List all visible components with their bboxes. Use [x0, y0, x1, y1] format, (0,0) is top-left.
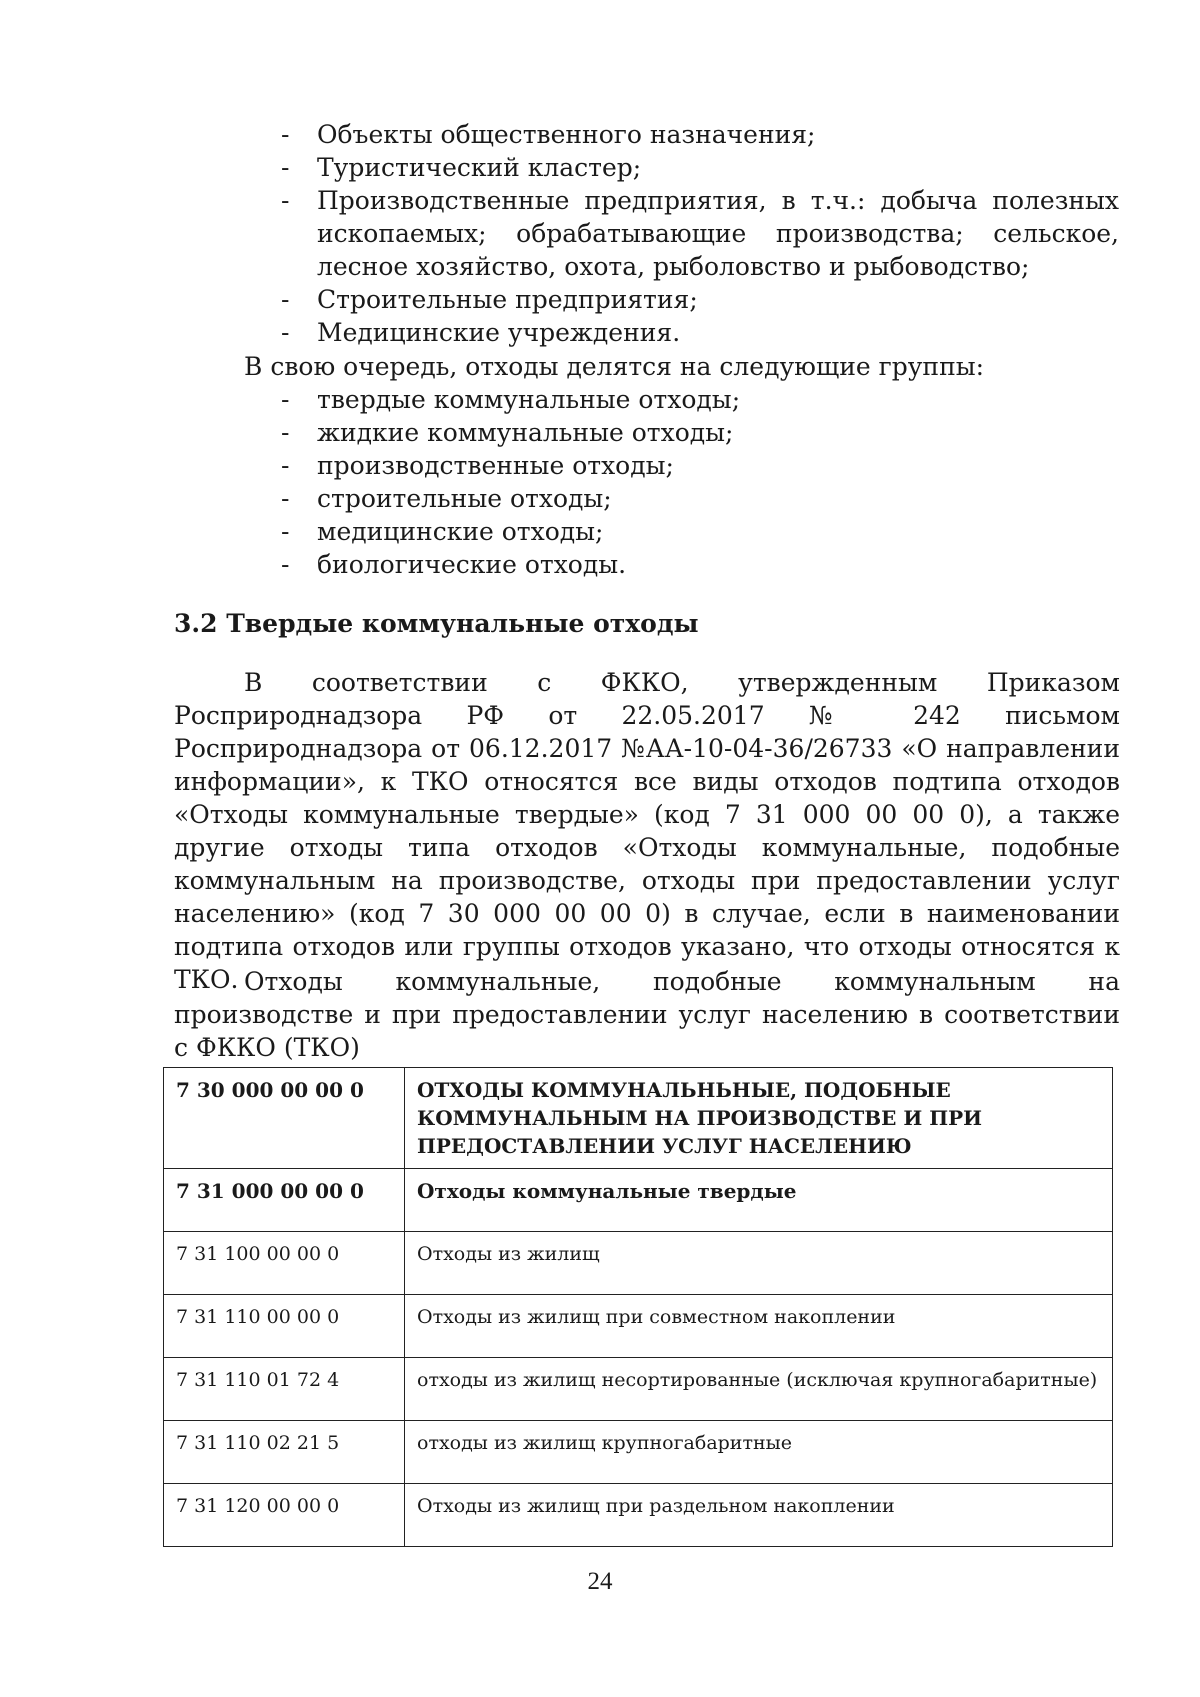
list-item-text: Объекты общественного назначения; — [317, 120, 816, 149]
waste-code-cell: 7 31 120 00 00 0 — [164, 1484, 405, 1547]
facility-type-list — [281, 118, 1119, 349]
list-dash: - — [281, 186, 290, 215]
list-dash: - — [281, 550, 290, 579]
list-item-text: Строительные предприятия; — [317, 285, 698, 314]
list-item — [281, 283, 1119, 316]
table-row — [164, 1295, 1113, 1358]
page-number: 24 — [587, 1568, 613, 1595]
waste-code-cell: 7 31 110 00 00 0 — [164, 1295, 405, 1358]
list-item — [281, 416, 1119, 449]
list-item — [281, 151, 1119, 184]
list-item-text: строительные отходы; — [317, 484, 612, 513]
list-item — [281, 316, 1119, 349]
waste-name-cell: Отходы из жилищ при совместном накоплении — [405, 1295, 1113, 1358]
waste-name-cell: Отходы коммунальные твердые — [405, 1169, 1113, 1232]
list-item-text: Медицинские учреждения. — [317, 318, 681, 347]
list-item-text: Туристический кластер; — [317, 153, 642, 182]
waste-name-cell: Отходы из жилищ при раздельном накоплении — [405, 1484, 1113, 1547]
waste-name-cell: ОТХОДЫ КОММУНАЛЬНЬНЫЕ, ПОДОБНЫЕ КОММУНАЛЬНЫМ НА ПРОИЗВОДСТВЕ И ПРИ ПРЕДОСТАВЛЕНИИ УСЛУГ НАСЕЛЕНИЮ — [405, 1068, 1113, 1169]
list-item — [281, 515, 1119, 548]
waste-code-cell: 7 31 000 00 00 0 — [164, 1169, 405, 1232]
waste-name-cell: отходы из жилищ крупногабаритные — [405, 1421, 1113, 1484]
table-row — [164, 1421, 1113, 1484]
waste-code-cell: 7 31 110 01 72 4 — [164, 1358, 405, 1421]
list-dash: - — [281, 451, 290, 480]
list-item — [281, 449, 1119, 482]
table-row — [164, 1232, 1113, 1295]
list-dash: - — [281, 418, 290, 447]
list-item-text: твердые коммунальные отходы; — [317, 385, 741, 414]
list-dash: - — [281, 517, 290, 546]
list-item — [281, 184, 1119, 283]
list-dash: - — [281, 153, 290, 182]
list-dash: - — [281, 385, 290, 414]
list-item-text: Производственные предприятия, в т.ч.: добыча полезных ископаемых; обрабатывающие производства; сельское, лесное хозяйство, охота, рыболовство и рыбоводство; — [317, 186, 1119, 281]
waste-name-cell: Отходы из жилищ — [405, 1232, 1113, 1295]
list-dash: - — [281, 285, 290, 314]
list-item — [281, 548, 1119, 581]
table-row — [164, 1169, 1113, 1232]
table-row — [164, 1068, 1113, 1169]
list-item — [281, 482, 1119, 515]
waste-code-cell: 7 31 110 02 21 5 — [164, 1421, 405, 1484]
list-dash: - — [281, 484, 290, 513]
waste-groups-intro: В свою очередь, отходы делятся на следующие группы: — [244, 352, 985, 381]
list-dash: - — [281, 318, 290, 347]
waste-group-list — [281, 383, 1119, 581]
list-item-text: медицинские отходы; — [317, 517, 604, 546]
list-item-text: биологические отходы. — [317, 550, 627, 579]
list-item — [281, 118, 1119, 151]
fkko-table — [163, 1067, 1113, 1547]
table-caption: Отходы коммунальные, подобные коммунальным на производстве и при предоставлении услуг населению в соответствии с ФККО (ТКО) — [174, 967, 1120, 1062]
list-item-text: жидкие коммунальные отходы; — [317, 418, 734, 447]
waste-code-cell: 7 30 000 00 00 0 — [164, 1068, 405, 1169]
table-row — [164, 1358, 1113, 1421]
section-heading: 3.2 Твердые коммунальные отходы — [174, 609, 699, 638]
waste-code-cell: 7 31 100 00 00 0 — [164, 1232, 405, 1295]
table-row — [164, 1484, 1113, 1547]
list-item — [281, 383, 1119, 416]
list-item-text: производственные отходы; — [317, 451, 674, 480]
body-paragraph: В соответствии с ФККО, утвержденным Приказом Росприроднадзора РФ от 22.05.2017 № 242 письмом Росприроднадзора от 06.12.2017 №АА-10-04-36/26733 «О направлении информации», к ТКО относятся все виды отходов подтипа отходов «Отходы коммунальные твердые» (код 7 31 000 00 00 0), а также другие отходы типа отходов «Отходы коммунальные, подобные коммунальным на производстве, отходы при предоставлении услуг населению» (код 7 30 000 00 00 0) в случае, если в наименовании подтипа отходов или группы отходов указано, что отходы относятся к ТКО. — [174, 668, 1120, 994]
list-dash: - — [281, 120, 290, 149]
waste-name-cell: отходы из жилищ несортированные (исключая крупногабаритные) — [405, 1358, 1113, 1421]
